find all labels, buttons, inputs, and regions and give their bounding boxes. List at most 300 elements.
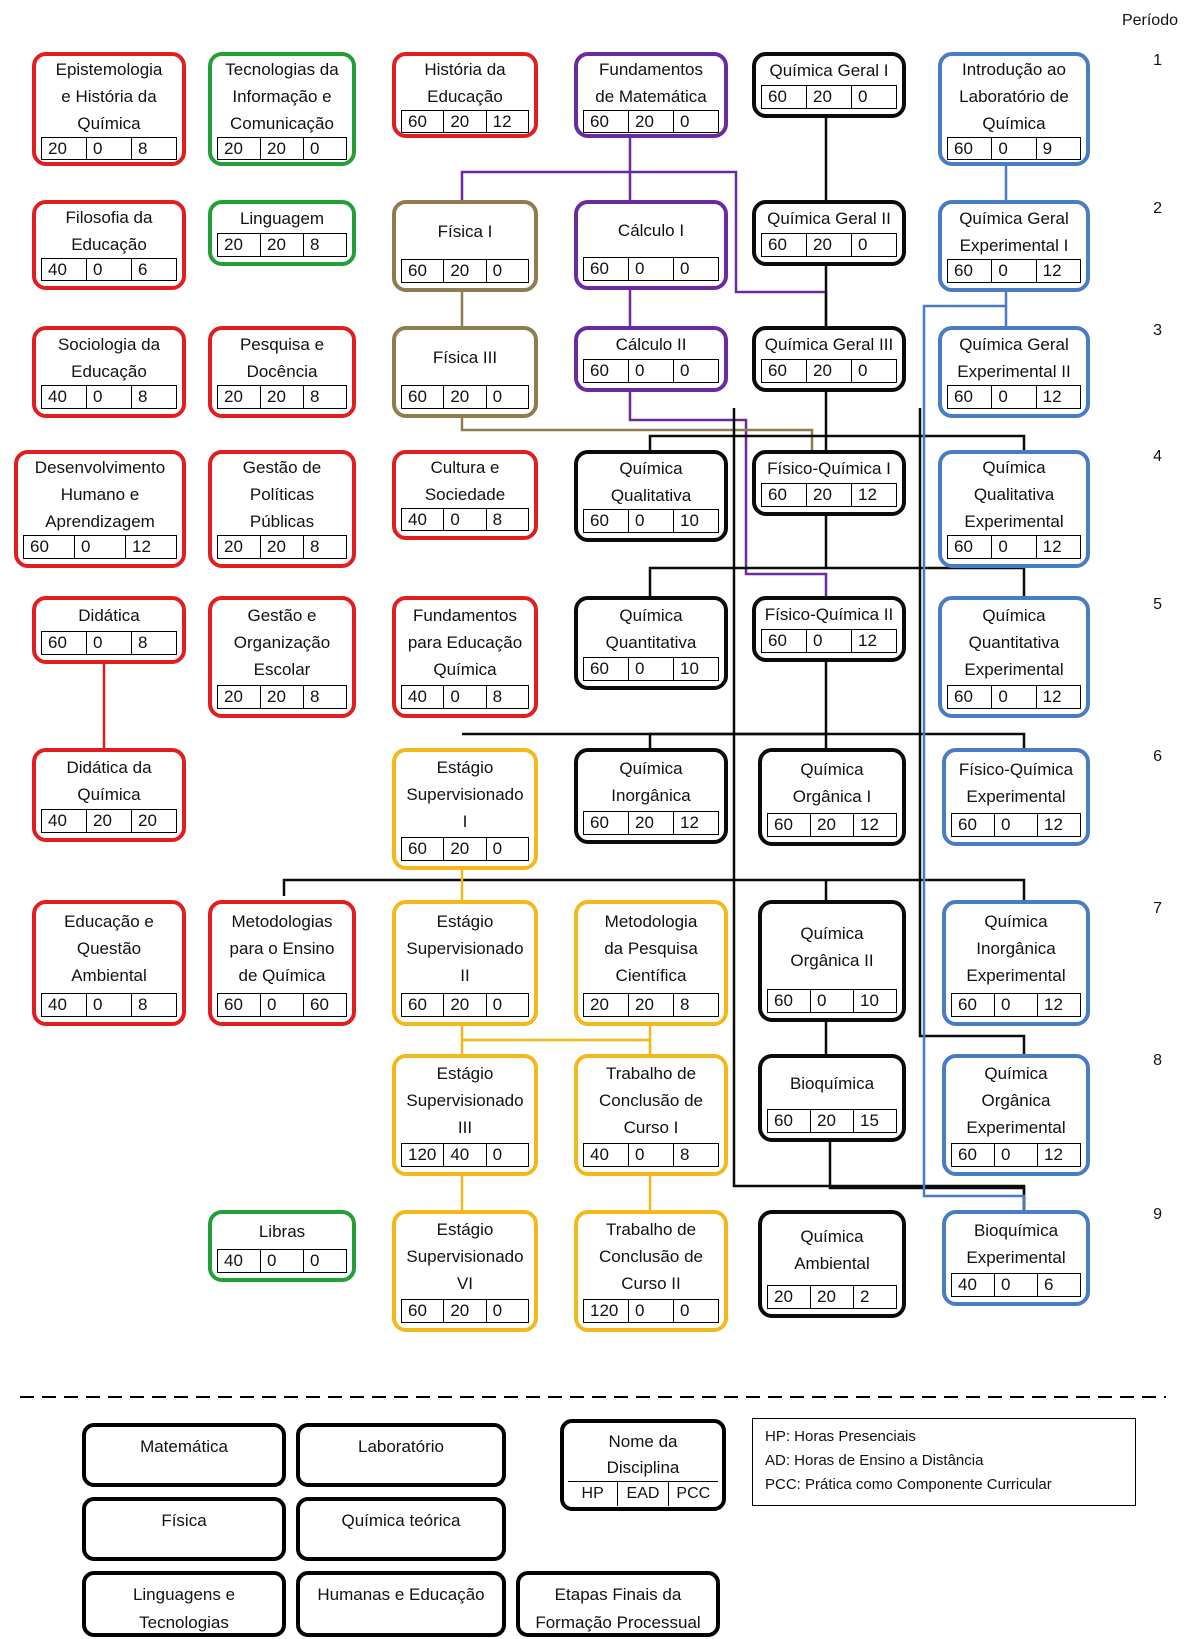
course-name: Química Qualitativa <box>610 458 692 505</box>
course-hours-pcc: 8 <box>138 139 148 158</box>
period-number: 2 <box>1153 200 1162 217</box>
course-box <box>392 1054 538 1176</box>
course-hours-ad: 20 <box>444 838 486 860</box>
course-box <box>574 200 728 290</box>
course-hours-hp: 20 <box>218 138 261 159</box>
course-hours-hp: 60 <box>584 812 629 834</box>
course-hours <box>761 359 897 383</box>
course-hours-pcc: 6 <box>1044 1275 1054 1294</box>
course-hours-pcc: 8 <box>310 235 320 254</box>
course-hours <box>401 837 529 861</box>
course-hours-ad: 20 <box>807 86 852 108</box>
course-box <box>32 596 186 664</box>
course-box <box>752 596 906 662</box>
legend-laboratorio: Laboratório <box>296 1423 506 1487</box>
course-hours-ad: 20 <box>261 234 304 256</box>
course-name: Metodologia da Pesquisa Científica <box>604 912 698 985</box>
course-hours-ad: 20 <box>807 360 852 382</box>
course-hours-hp: 60 <box>218 994 261 1016</box>
course-hours-pcc: 10 <box>860 991 879 1010</box>
course-box <box>208 900 356 1026</box>
course-box <box>574 596 728 690</box>
course-hours <box>761 483 897 507</box>
course-box <box>938 596 1090 718</box>
course-hours-hp: 60 <box>402 994 444 1016</box>
course-hours-pcc: 9 <box>1042 139 1053 158</box>
course-hours-hp: 60 <box>952 814 995 836</box>
legend-sample-ead: EAD <box>618 1482 668 1506</box>
legend-linguagens: Linguagens e Tecnologias <box>82 1571 286 1637</box>
course-hours-ad: 20 <box>444 994 486 1016</box>
course-hours-hp: 60 <box>948 386 992 408</box>
course-box <box>392 52 538 138</box>
course-name: Físico-Química II <box>764 605 894 624</box>
course-hours-hp: 20 <box>218 234 261 256</box>
course-box <box>32 748 186 842</box>
period-title: Período <box>1121 12 1178 29</box>
course-hours-hp: 60 <box>584 111 629 132</box>
course-hours-pcc: 0 <box>492 1301 503 1320</box>
course-name: Bioquímica Experimental <box>966 1220 1066 1267</box>
course-hours-hp: 40 <box>42 386 87 408</box>
course-hours-pcc: 10 <box>680 659 699 678</box>
course-box <box>938 326 1090 418</box>
course-hours-ad: 0 <box>629 1144 674 1166</box>
course-hours <box>583 993 719 1017</box>
course-name: Cálculo II <box>615 335 687 354</box>
course-hours-pcc: 12 <box>860 815 879 834</box>
course-hours-ad: 0 <box>629 1300 674 1322</box>
course-hours-ad: 0 <box>261 994 304 1016</box>
prerequisite-line <box>462 1040 650 1054</box>
course-hours-ad: 0 <box>992 536 1036 558</box>
course-hours <box>951 1273 1081 1297</box>
course-hours-ad: 20 <box>629 994 674 1016</box>
course-box <box>758 900 906 1022</box>
course-name: Gestão de Políticas Públicas <box>242 458 322 531</box>
course-hours-hp: 60 <box>42 632 87 654</box>
course-hours-pcc: 8 <box>680 995 690 1014</box>
course-hours-hp: 60 <box>948 260 992 282</box>
course-hours-hp: 60 <box>948 138 992 159</box>
course-hours <box>583 1143 719 1167</box>
course-name: Química Geral II <box>767 209 891 228</box>
course-hours-pcc: 12 <box>858 631 877 650</box>
course-name: Desenvolvimento Humano e Aprendizagem <box>34 458 166 531</box>
course-hours-pcc: 10 <box>680 511 699 530</box>
course-hours-pcc: 0 <box>680 1301 690 1320</box>
course-box <box>938 200 1090 292</box>
course-hours-pcc: 12 <box>1042 261 1062 280</box>
period-number: 7 <box>1153 900 1162 917</box>
course-hours <box>583 657 719 681</box>
course-name: Filosofia da Educação <box>65 208 153 254</box>
course-hours-hp: 60 <box>768 814 811 836</box>
course-hours-hp: 60 <box>402 838 444 860</box>
course-hours-pcc: 0 <box>310 1251 320 1270</box>
course-hours-pcc: 0 <box>680 259 690 278</box>
legend-sample-pcc: PCC <box>676 1485 711 1502</box>
course-hours <box>583 110 719 133</box>
course-name: Física I <box>437 222 493 241</box>
course-name: Química Inorgânica <box>611 758 691 805</box>
course-hours-pcc: 12 <box>1044 995 1063 1014</box>
course-name: Bioquímica <box>789 1074 875 1093</box>
course-hours-ad: 0 <box>87 386 132 408</box>
course-hours-hp: 40 <box>42 259 87 280</box>
course-hours-hp: 40 <box>42 810 87 832</box>
course-hours <box>401 259 529 283</box>
course-hours <box>401 385 529 409</box>
course-name: Física III <box>432 348 498 367</box>
course-box <box>574 326 728 392</box>
course-hours <box>951 813 1081 837</box>
course-hours <box>947 385 1081 409</box>
course-hours <box>583 811 719 835</box>
legend-quimica-teorica: Química teórica <box>296 1497 506 1561</box>
course-hours-pcc: 0 <box>310 139 320 158</box>
course-hours-hp: 60 <box>24 536 75 558</box>
course-hours-pcc: 60 <box>310 995 329 1014</box>
course-box <box>574 1210 728 1332</box>
course-hours-ad: 0 <box>995 1144 1038 1166</box>
course-hours-hp: 60 <box>402 111 444 132</box>
course-hours <box>401 110 529 133</box>
course-box <box>942 1210 1090 1306</box>
course-name: Linguagem <box>239 209 325 228</box>
course-name: Cultura e Sociedade <box>424 458 506 504</box>
legend-fisica: Física <box>82 1497 286 1561</box>
course-hours-hp: 60 <box>952 1144 995 1166</box>
course-hours-pcc: 8 <box>138 633 148 652</box>
course-name: Didática <box>78 606 140 625</box>
course-hours-pcc: 0 <box>492 1145 503 1164</box>
course-hours-hp: 60 <box>584 510 629 532</box>
course-name: Química Geral I <box>769 61 889 80</box>
course-hours <box>401 508 529 531</box>
course-hours <box>217 993 347 1017</box>
course-hours-pcc: 12 <box>1044 1145 1063 1164</box>
course-name: Gestão e Organização Escolar <box>233 606 331 679</box>
course-name: Didática da Química <box>66 757 152 804</box>
course-box <box>208 450 356 568</box>
course-hours <box>217 137 347 160</box>
course-hours-hp: 20 <box>218 386 261 408</box>
course-name: Química Geral Experimental II <box>957 334 1071 381</box>
course-hours <box>767 1109 897 1133</box>
course-hours-pcc: 0 <box>858 87 868 106</box>
course-hours-ad: 20 <box>629 111 674 132</box>
course-hours-ad: 20 <box>261 536 304 558</box>
course-hours-hp: 20 <box>42 138 87 159</box>
course-name: Química Inorgânica Experimental <box>966 912 1066 985</box>
course-box <box>938 450 1090 568</box>
course-hours <box>217 535 347 559</box>
course-hours <box>217 685 347 709</box>
abbrev-pcc: PCC: Prática como Componente Curricular <box>765 1476 1052 1493</box>
course-hours-pcc: 15 <box>860 1111 879 1130</box>
legend-etapas: Etapas Finais da Formação Processual <box>516 1571 720 1637</box>
course-hours-pcc: 8 <box>310 387 320 406</box>
course-hours-hp: 60 <box>584 258 629 280</box>
prerequisite-line <box>284 880 1024 900</box>
abbrev-hp: HP: Horas Presenciais <box>765 1428 916 1445</box>
course-hours-ad: 0 <box>995 814 1038 836</box>
course-name: Físico-Química I <box>767 459 891 478</box>
course-name: Química Qualitativa Experimental <box>964 458 1064 531</box>
course-box <box>752 450 906 516</box>
course-box <box>752 200 906 266</box>
course-hours <box>583 509 719 533</box>
course-box <box>938 52 1090 166</box>
course-name: Química Geral III <box>764 335 894 354</box>
course-name: Química Quantitativa <box>605 605 697 652</box>
course-hours-ad: 20 <box>261 686 304 708</box>
course-box <box>574 1054 728 1176</box>
course-hours <box>401 1143 529 1167</box>
course-hours-pcc: 12 <box>132 537 151 556</box>
course-hours-hp: 60 <box>768 990 811 1012</box>
course-hours-ad: 0 <box>992 260 1036 282</box>
course-hours-hp: 60 <box>402 260 444 282</box>
course-hours-ad: 20 <box>811 1110 854 1132</box>
course-hours <box>761 629 897 653</box>
course-box <box>208 1210 356 1282</box>
course-hours-hp: 40 <box>402 509 444 530</box>
course-hours-hp: 60 <box>768 1110 811 1132</box>
course-hours <box>947 259 1081 283</box>
course-hours <box>41 137 177 160</box>
course-hours-pcc: 8 <box>138 387 148 406</box>
course-hours-pcc: 8 <box>492 510 503 529</box>
period-number: 4 <box>1153 448 1162 465</box>
course-hours-ad: 20 <box>444 260 486 282</box>
course-hours <box>583 359 719 383</box>
course-hours-hp: 60 <box>402 386 444 408</box>
course-box <box>392 596 538 718</box>
course-name: Sociologia da Educação <box>57 334 161 381</box>
course-hours-hp: 120 <box>402 1144 444 1166</box>
course-hours-ad: 20 <box>811 814 854 836</box>
course-hours-ad: 20 <box>807 234 852 256</box>
course-hours <box>401 993 529 1017</box>
course-name: História da Educação <box>424 60 506 106</box>
course-hours <box>767 813 897 837</box>
course-box <box>32 52 186 166</box>
course-name: Química Orgânica I <box>792 759 872 806</box>
course-name: Química Geral Experimental I <box>959 208 1069 255</box>
prerequisite-line <box>462 418 812 450</box>
course-hours-ad: 0 <box>444 509 486 530</box>
legend-sample-box <box>560 1419 726 1511</box>
period-number: 6 <box>1153 748 1162 765</box>
course-hours-ad: 0 <box>992 138 1036 159</box>
course-hours <box>41 631 177 655</box>
course-hours-hp: 60 <box>762 86 807 108</box>
course-hours <box>767 1285 897 1309</box>
legend-sample-name: Nome da Disciplina <box>606 1432 680 1477</box>
course-hours-ad: 0 <box>87 259 132 280</box>
course-name: Trabalho de Conclusão de Curso II <box>599 1220 703 1293</box>
course-hours <box>217 385 347 409</box>
course-hours-hp: 60 <box>762 630 807 652</box>
course-box <box>392 1210 538 1332</box>
course-hours-hp: 120 <box>584 1300 629 1322</box>
course-box <box>758 748 906 846</box>
course-name: Cálculo I <box>617 221 685 240</box>
course-hours-pcc: 12 <box>1042 387 1062 406</box>
course-name: Introdução ao Laboratório de Química <box>959 60 1069 133</box>
course-hours-pcc: 12 <box>1044 815 1063 834</box>
course-hours <box>217 233 347 257</box>
course-name: Educação e Questão Ambiental <box>64 912 154 985</box>
course-box <box>32 200 186 290</box>
course-name: Libras <box>258 1222 306 1241</box>
course-box <box>32 326 186 418</box>
course-name: Fundamentos de Matemática <box>595 60 707 106</box>
course-hours-ad: 20 <box>629 812 674 834</box>
course-hours-ad: 0 <box>995 1274 1038 1296</box>
course-hours-hp: 60 <box>762 360 807 382</box>
course-name: Pesquisa e Docência <box>239 334 325 381</box>
course-box <box>574 450 728 542</box>
course-hours-ad: 0 <box>444 686 486 708</box>
course-hours <box>951 993 1081 1017</box>
course-box <box>14 450 186 568</box>
course-hours-pcc: 0 <box>858 361 868 380</box>
course-hours-hp: 40 <box>218 1250 261 1272</box>
course-hours-hp: 60 <box>948 686 992 708</box>
course-hours-ad: 0 <box>629 510 674 532</box>
course-hours-pcc: 0 <box>680 361 690 380</box>
course-hours-ad: 0 <box>992 386 1036 408</box>
course-hours-pcc: 0 <box>858 235 868 254</box>
course-hours <box>41 258 177 281</box>
course-box <box>208 326 356 418</box>
course-hours-ad: 0 <box>75 536 126 558</box>
course-name: Fundamentos para Educação Química <box>407 606 523 679</box>
course-box <box>208 200 356 266</box>
course-name: Epistemologia e História da Química <box>55 60 163 133</box>
course-hours-hp: 40 <box>952 1274 995 1296</box>
course-hours-ad: 20 <box>444 386 486 408</box>
course-hours-ad: 0 <box>87 994 132 1016</box>
course-box <box>392 748 538 870</box>
course-name: Química Orgânica II <box>790 923 874 970</box>
course-hours-hp: 60 <box>948 536 992 558</box>
course-hours-pcc: 12 <box>1042 687 1062 706</box>
course-hours-hp: 60 <box>584 360 629 382</box>
course-hours-ad: 20 <box>444 1300 486 1322</box>
course-hours-ad: 0 <box>995 994 1038 1016</box>
course-box <box>752 326 906 392</box>
legend-sample-hp: HP <box>568 1482 618 1506</box>
course-hours-pcc: 12 <box>492 112 512 131</box>
legend-sample-hours <box>568 1481 718 1506</box>
course-hours <box>41 809 177 833</box>
course-hours-hp: 20 <box>584 994 629 1016</box>
course-hours-hp: 60 <box>762 234 807 256</box>
course-hours-pcc: 0 <box>492 387 503 406</box>
course-hours <box>947 137 1081 160</box>
course-hours-pcc: 8 <box>310 537 320 556</box>
course-name: Estágio Supervisionado I <box>406 758 524 831</box>
course-hours <box>761 85 897 109</box>
course-hours-ad: 40 <box>444 1144 486 1166</box>
course-box <box>392 900 538 1026</box>
legend-matematica: Matemática <box>82 1423 286 1487</box>
course-hours-pcc: 12 <box>1042 537 1062 556</box>
course-hours <box>23 535 177 559</box>
course-hours-ad: 20 <box>87 810 132 832</box>
period-number: 1 <box>1153 52 1162 69</box>
course-hours <box>401 1299 529 1323</box>
course-hours-pcc: 2 <box>860 1287 870 1306</box>
course-box <box>574 900 728 1026</box>
course-hours-ad: 0 <box>807 630 852 652</box>
course-hours-hp: 20 <box>218 536 261 558</box>
course-box <box>942 900 1090 1026</box>
course-hours-ad: 0 <box>87 632 132 654</box>
course-hours-pcc: 12 <box>858 485 877 504</box>
course-hours-pcc: 8 <box>138 995 148 1014</box>
course-hours <box>583 1299 719 1323</box>
course-hours-ad: 0 <box>629 658 674 680</box>
course-hours-ad: 20 <box>811 1286 854 1308</box>
course-box <box>942 1054 1090 1176</box>
period-number: 5 <box>1153 596 1162 613</box>
course-hours-ad: 0 <box>629 360 674 382</box>
course-hours <box>41 993 177 1017</box>
course-hours-hp: 60 <box>402 1300 444 1322</box>
course-box <box>32 900 186 1026</box>
period-number: 3 <box>1153 322 1162 339</box>
course-hours-ad: 20 <box>261 386 304 408</box>
course-box <box>392 326 538 418</box>
course-box <box>752 52 906 118</box>
course-name: Química Quantitativa Experimental <box>964 606 1064 679</box>
course-hours-pcc: 0 <box>492 839 503 858</box>
course-hours-pcc: 8 <box>680 1145 690 1164</box>
course-hours-hp: 40 <box>584 1144 629 1166</box>
course-name: Físico-Química Experimental <box>958 759 1074 806</box>
course-hours <box>947 535 1081 559</box>
course-hours <box>767 989 897 1013</box>
period-number: 8 <box>1153 1052 1162 1069</box>
course-hours-pcc: 0 <box>680 112 690 131</box>
course-hours-pcc: 6 <box>138 260 148 279</box>
course-hours-ad: 0 <box>261 1250 304 1272</box>
abbrev-ad: AD: Horas de Ensino a Distância <box>765 1452 984 1469</box>
abbreviation-key <box>752 1418 1136 1506</box>
course-hours-pcc: 8 <box>492 687 503 706</box>
course-hours-pcc: 20 <box>138 811 157 830</box>
course-name: Química Ambiental <box>794 1226 870 1273</box>
course-hours <box>947 685 1081 709</box>
course-hours-pcc: 8 <box>310 687 320 706</box>
course-hours-ad: 20 <box>807 484 852 506</box>
course-hours-hp: 60 <box>762 484 807 506</box>
course-hours-ad: 0 <box>811 990 854 1012</box>
course-name: Trabalho de Conclusão de Curso I <box>599 1064 703 1137</box>
course-box <box>208 52 356 166</box>
legend-humanas: Humanas e Educação <box>296 1571 506 1637</box>
course-hours-ad: 0 <box>87 138 132 159</box>
period-number: 9 <box>1153 1206 1162 1223</box>
course-box <box>942 748 1090 846</box>
course-hours-ad: 0 <box>992 686 1036 708</box>
course-hours-pcc: 0 <box>492 261 503 280</box>
